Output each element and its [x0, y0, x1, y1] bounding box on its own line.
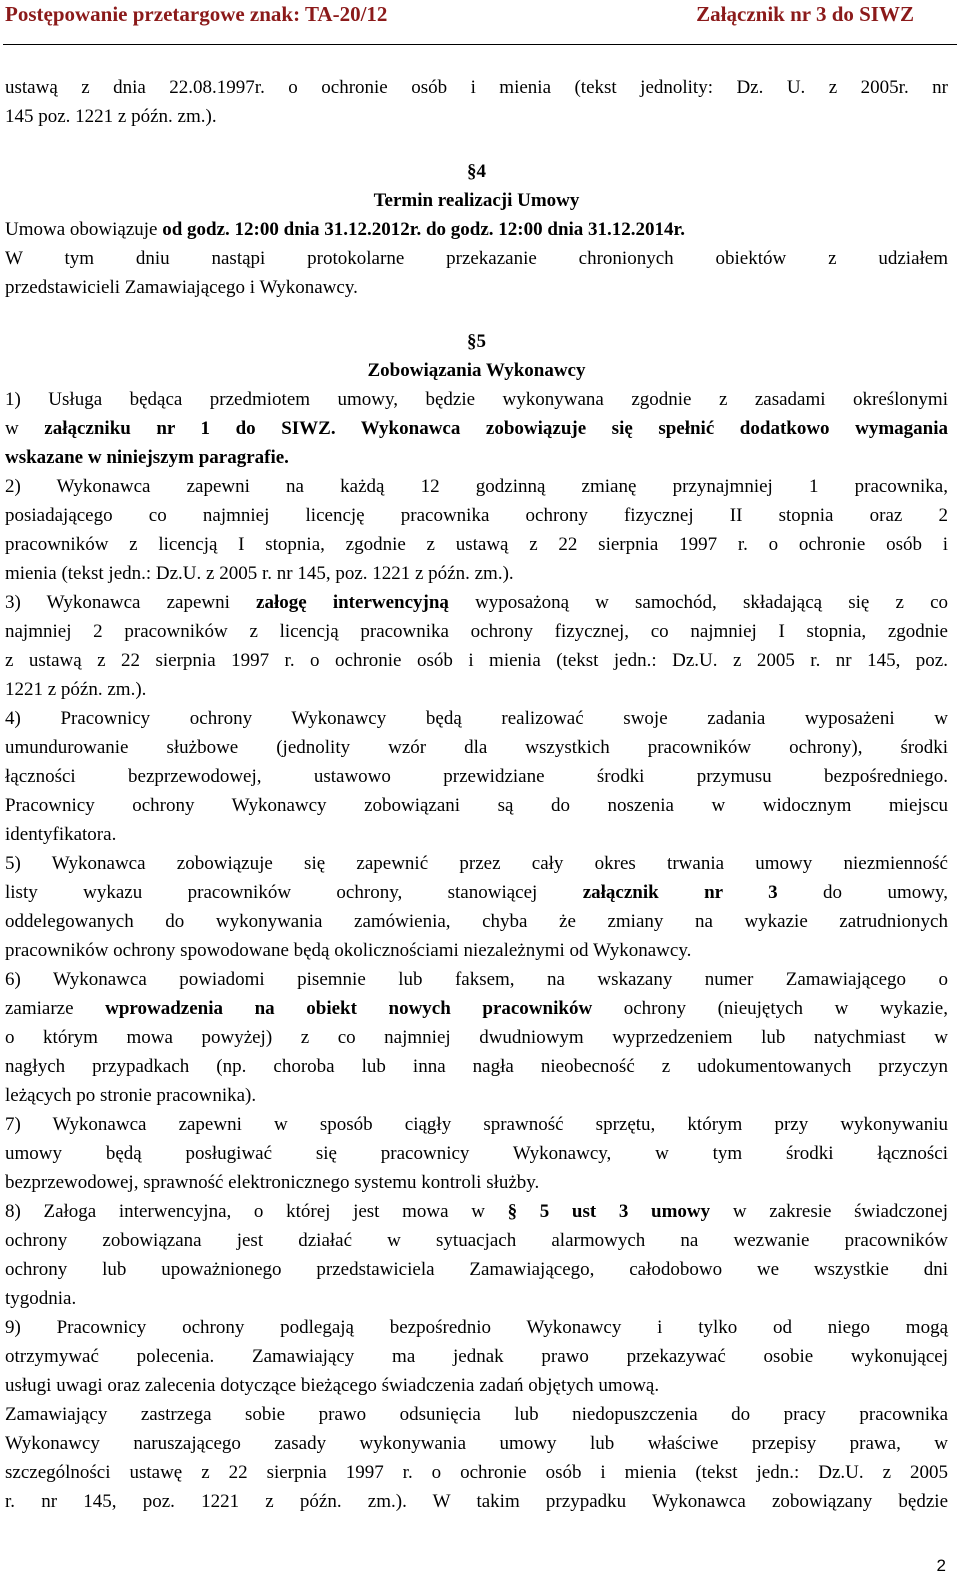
text-line: 1221 z późn. zm.).	[5, 679, 147, 700]
text-line: 7) Wykonawca zapewni w sposób ciągły sprawność sprzętu, którym przy wykonywaniu	[5, 1114, 948, 1135]
page-number: 2	[936, 1556, 946, 1575]
text-line: leżących po stronie pracownika).	[5, 1085, 257, 1106]
text-line: usługi uwagi oraz zalecenia dotyczące bieżącego świadczenia zadań objętych umową.	[5, 1375, 660, 1396]
text-line: wskazane w niniejszym paragrafie.	[5, 447, 289, 468]
text-line: ustawą z dnia 22.08.1997r. o ochronie osób i mienia (tekst jednolity: Dz. U. z 2005r. nr	[5, 77, 948, 98]
text-segment: od godz. 12:00 dnia 31.12.2012r. do godz. 12:00 dnia 31.12.2014r.	[162, 219, 685, 240]
text-segment: 3) Wykonawca zapewni	[5, 592, 257, 613]
section-heading: §5	[467, 331, 486, 352]
text-line: 1) Usługa będąca przedmiotem umowy, będzie wykonywana zgodnie z zasadami określonymi	[5, 389, 948, 410]
text-segment: ochrony (nieujętych w wykazie,	[592, 998, 948, 1019]
text-line: bezprzewodowej, sprawność elektronicznego systemu kontroli służby.	[5, 1172, 540, 1193]
text-line: r. nr 145, poz. 1221 z późn. zm.). W takim przypadku Wykonawca zobowiązany będzie	[5, 1491, 948, 1512]
text-line: ochrony zobowiązana jest działać w sytuacjach alarmowych na wezwanie pracowników	[5, 1230, 948, 1251]
text-line: nagłych przypadkach (np. choroba lub inna nagła nieobecność z udokumentowanych przyczyn	[5, 1056, 948, 1077]
text-line: otrzymywać polecenia. Zamawiający ma jednak prawo przekazywać osobie wykonującej	[5, 1346, 948, 1367]
text-line: oddelegowanych do wykonywania zamówienia, chyba że zmiany na wykazie zatrudnionych	[5, 911, 948, 932]
text-line	[5, 879, 948, 909]
text-line: 9) Pracownicy ochrony podlegają bezpośrednio Wykonawcy i tylko od niego mogą	[5, 1317, 948, 1338]
text-line: 5) Wykonawca zobowiązuje się zapewnić przez cały okres trwania umowy niezmienność	[5, 853, 948, 874]
text-line: o którym mowa powyżej) z co najmniej dwudniowym wyprzedzeniem lub natychmiast w	[5, 1027, 948, 1048]
text-segment: zamiarze	[5, 998, 106, 1019]
text-line: umowy będą posługiwać się pracownicy Wykonawcy, w tym środki łączności	[5, 1143, 948, 1164]
text-segment: do umowy,	[777, 882, 948, 903]
text-line: mienia (tekst jedn.: Dz.U. z 2005 r. nr 145, poz. 1221 z późn. zm.).	[5, 563, 514, 584]
header-attachment-ref: Załącznik nr 3 do SIWZ	[696, 2, 914, 26]
text-line	[5, 995, 948, 1025]
text-line: 6) Wykonawca powiadomi pisemnie lub faksem, na wskazany numer Zamawiającego o	[5, 969, 948, 990]
text-line: Pracownicy ochrony Wykonawcy zobowiązani są do noszenia w widocznym miejscu	[5, 795, 948, 816]
text-line	[5, 415, 948, 445]
text-line	[5, 589, 948, 619]
text-line: 145 poz. 1221 z późn. zm.).	[5, 106, 217, 127]
text-segment: § 5 ust 3 umowy	[507, 1201, 711, 1222]
text-line: z ustawą z 22 sierpnia 1997 r. o ochronie osób i mienia (tekst jedn.: Dz.U. z 2005 r. nr 145, poz.	[5, 650, 948, 671]
text-line: najmniej 2 pracowników z licencją pracownika ochrony fizycznej, co najmniej I stopnia, zgodnie	[5, 621, 948, 642]
text-line: 2) Wykonawca zapewni na każdą 12 godzinną zmianę przynajmniej 1 pracownika,	[5, 476, 948, 497]
text-segment: załącznik nr 3	[582, 882, 778, 903]
text-line: tygodnia.	[5, 1288, 77, 1309]
text-line	[5, 1198, 948, 1228]
text-segment: wyposażoną w samochód, składającą się z co	[448, 592, 948, 613]
text-segment: Umowa obowiązuje	[5, 219, 163, 240]
section-heading: §4	[467, 161, 486, 182]
text-segment: wprowadzenia na obiekt nowych pracowników	[105, 998, 593, 1019]
text-line: przedstawicieli Zamawiającego i Wykonawcy.	[5, 277, 358, 298]
text-segment: załogę interwencyjną	[256, 592, 449, 613]
header-divider	[3, 44, 957, 45]
text-line: szczególności ustawę z 22 sierpnia 1997 r. o ochronie osób i mienia (tekst jedn.: Dz.U. z 2005	[5, 1462, 948, 1483]
text-segment: załączniku nr 1 do SIWZ. Wykonawca zobowiązuje się spełnić dodatkowo wymagania	[44, 418, 948, 439]
page-header	[0, 0, 960, 36]
text-line: W tym dniu nastąpi protokolarne przekazanie chronionych obiektów z udziałem	[5, 248, 948, 269]
section-heading: Termin realizacji Umowy	[373, 190, 580, 211]
text-line: pracowników ochrony spowodowane będą okolicznościami niezależnymi od Wykonawcy.	[5, 940, 692, 961]
text-segment: listy wykazu pracowników ochrony, stanowiącej	[5, 882, 583, 903]
text-line: identyfikatora.	[5, 824, 117, 845]
text-line	[5, 216, 948, 246]
text-line: pracowników z licencją I stopnia, zgodnie z ustawą z 22 sierpnia 1997 r. o ochronie osób i	[5, 534, 948, 555]
text-segment: w zakresie świadczonej	[710, 1201, 949, 1222]
text-line: Zamawiający zastrzega sobie prawo odsunięcia lub niedopuszczenia do pracy pracownika	[5, 1404, 948, 1425]
text-line: Wykonawcy naruszającego zasady wykonywania umowy lub właściwe przepisy prawa, w	[5, 1433, 948, 1454]
text-segment: w	[5, 418, 45, 439]
text-segment: 8) Załoga interwencyjna, o której jest mowa w	[5, 1201, 508, 1222]
text-line: łączności bezprzewodowej, ustawowo przewidziane środki przymusu bezpośredniego.	[5, 766, 948, 787]
text-line: umundurowanie służbowe (jednolity wzór dla wszystkich pracowników ochrony), środki	[5, 737, 948, 758]
header-tender-ref: Postępowanie przetargowe znak: TA-20/12	[5, 2, 388, 26]
section-heading: Zobowiązania Wykonawcy	[367, 360, 586, 381]
text-line: 4) Pracownicy ochrony Wykonawcy będą realizować swoje zadania wyposażeni w	[5, 708, 948, 729]
text-line: posiadającego co najmniej licencję pracownika ochrony fizycznej II stopnia oraz 2	[5, 505, 948, 526]
text-line: ochrony lub upoważnionego przedstawiciela Zamawiającego, całodobowo we wszystkie dni	[5, 1259, 948, 1280]
